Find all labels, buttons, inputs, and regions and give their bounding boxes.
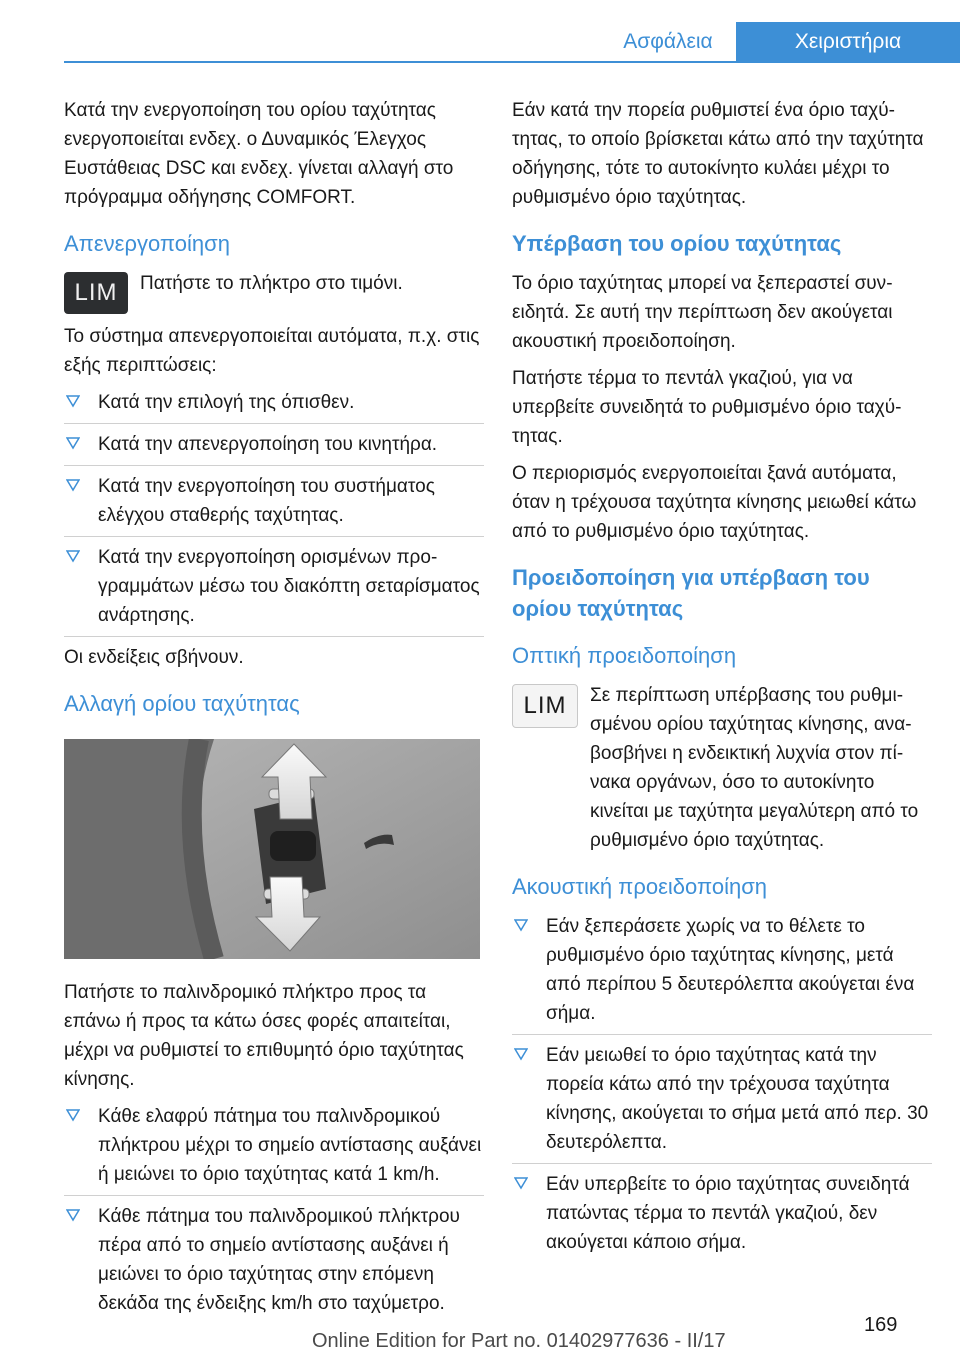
acoustic-warning-heading: Ακουστική προειδοποίηση [512, 874, 768, 899]
lim-indicator-icon: LIM [512, 684, 578, 728]
optical-warning-text: Σε περίπτωση υπέρβασης του ρυθμισμένου ορίου ταχύτητας κίνησης, αναβοσβήνει η ενδεικτική λυχνία στον πίνακα οργάνων, όσο το αυτοκίνητο κινείται με ταχύτητα μεγαλύτερη από το ρυθμισμένο όριο ταχύτητας. [590, 685, 919, 851]
list-item [64, 430, 484, 466]
list-item-text: Εάν μειωθεί το όριο ταχύτητας κατά την πορεία κάτω από την τρέχουσα ταχύτητα κίνησης, ακούγεται το σήμα μετά από περ. 30 δευτερόλεπτα. [546, 1045, 929, 1153]
list-item-text: Κατά την επιλογή της όπισθεν. [98, 392, 355, 413]
optical-warning-row [512, 681, 932, 855]
triangle-bullet-icon [66, 1208, 80, 1222]
triangle-bullet-icon [514, 918, 528, 932]
auto-deactivation-text: Το σύστημα απενεργοποιείται αυτόματα, π.χ. στις εξής περιπτώσεις: [64, 326, 480, 376]
list-item-text: Κατά την απενεργοποίηση του κινητήρα. [98, 434, 438, 455]
list-item-text: Εάν υπερβείτε το όριο ταχύτητας συνειδητά πατώντας τέρμα το πεντάλ γκαζιού, δεν ακούγεται κάποιο σήμα. [546, 1174, 910, 1253]
left-column [64, 96, 484, 1330]
exceed-text-2: Πατήστε τέρμα το πεντάλ γκαζιού, για να υπερβείτε συνειδητά το ρυθμισμένο όριο ταχύτητας. [512, 368, 902, 447]
exceed-text-3: Ο περιορισμός ενεργοποιείται ξανά αυτόματα, όταν η τρέχουσα ταχύτητα κίνησης μειωθεί κάτω από το ρυθμισμένο όριο ταχύτητας. [512, 463, 917, 542]
indications-off-text: Οι ενδείξεις σβήνουν. [64, 647, 244, 668]
list-item [512, 912, 932, 1035]
list-item [64, 472, 484, 537]
right-intro-paragraph: Εάν κατά την πορεία ρυθμιστεί ένα όριο ταχύτητας, το οποίο βρίσκεται κάτω από την ταχύτητα οδήγησης, τότε το αυτοκίνητο κυλάει μέχρι το ρυθμισμένο όριο ταχύτητας. [512, 100, 924, 208]
list-item-text: Κατά την ενεργοποίηση ορισμένων προγραμμάτων μέσω του διακόπτη σεταρίσματος ανάρτησης. [98, 547, 480, 626]
list-item [64, 543, 484, 637]
list-item [512, 1041, 932, 1164]
triangle-bullet-icon [514, 1047, 528, 1061]
list-item [64, 388, 484, 424]
triangle-bullet-icon [66, 478, 80, 492]
list-item-text: Κάθε ελαφρύ πάτημα του παλινδρομικού πλήκτρου μέχρι το σημείο αντίστασης αυξάνει ή μειώνει το όριο ταχύτητας κατά 1 km/h. [98, 1106, 482, 1185]
list-item [64, 1102, 484, 1196]
warning-heading: Προειδοποίηση για υπέρβαση του ορίου ταχύτητας [512, 565, 870, 621]
change-limit-text: Πατήστε το παλινδρομικό πλήκτρο προς τα επάνω ή προς τα κάτω όσες φορές απαιτείται, μέχρι να ρυθμιστεί το επιθυμητό όριο ταχύτητας κίνησης. [64, 982, 464, 1090]
deactivation-text: Πατήστε το πλήκτρο στο τιμόνι. [140, 273, 403, 294]
tab-controls[interactable]: Χειριστήρια [736, 22, 960, 62]
list-item [64, 1202, 484, 1324]
triangle-bullet-icon [66, 436, 80, 450]
list-item [512, 1170, 932, 1263]
optical-warning-heading: Οπτική προειδοποίηση [512, 643, 737, 668]
page-header [0, 0, 960, 62]
triangle-bullet-icon [66, 394, 80, 408]
triangle-bullet-icon [514, 1176, 528, 1190]
lim-button-icon: LIM [64, 272, 128, 314]
triangle-bullet-icon [66, 549, 80, 563]
page-number: 169 [864, 1314, 898, 1336]
edition-footer: Online Edition for Part no. 01402977636 - II/17 [312, 1330, 726, 1352]
exceed-limit-heading: Υπέρβαση του ορίου ταχύτητας [512, 231, 842, 256]
steering-wheel-rocker-illustration [64, 739, 480, 959]
deactivation-row [64, 269, 484, 314]
list-item-text: Κάθε πάτημα του παλινδρομικού πλήκτρου πέρα από το σημείο αντίστασης αυξάνει ή μειώνει το όριο ταχύτητας στην επόμενη δεκάδα της ένδειξης km/h στο ταχύμετρο. [98, 1206, 460, 1314]
triangle-bullet-icon [66, 1108, 80, 1122]
header-divider [64, 61, 960, 63]
list-item-text: Κατά την ενεργοποίηση του συστήματος ελέγχου σταθερής ταχύτητας. [98, 476, 435, 526]
list-item-text: Εάν ξεπεράσετε χωρίς να το θέλετε το ρυθμισμένο όριο ταχύτητας κίνησης, μετά από περίπου 5 δευτερόλεπτα ακούγεται ένα σήμα. [546, 916, 915, 1024]
exceed-text-1: Το όριο ταχύτητας μπορεί να ξεπεραστεί συνειδητά. Σε αυτή την περίπτωση δεν ακούγεται ακουστική προειδοποίηση. [512, 273, 893, 352]
intro-paragraph: Κατά την ενεργοποίηση του ορίου ταχύτητας ενεργοποιείται ενδεχ. ο Δυναμικός Έλεγχος Ευστάθειας DSC και ενδεχ. γίνεται αλλαγή στο πρόγραμμα οδήγησης COMFORT. [64, 100, 454, 208]
tab-safety[interactable]: Ασφάλεια [602, 22, 734, 62]
change-limit-heading: Αλλαγή ορίου ταχύτητας [64, 691, 300, 716]
deactivation-heading: Απενεργοποίηση [64, 231, 230, 256]
right-column [512, 96, 932, 1269]
